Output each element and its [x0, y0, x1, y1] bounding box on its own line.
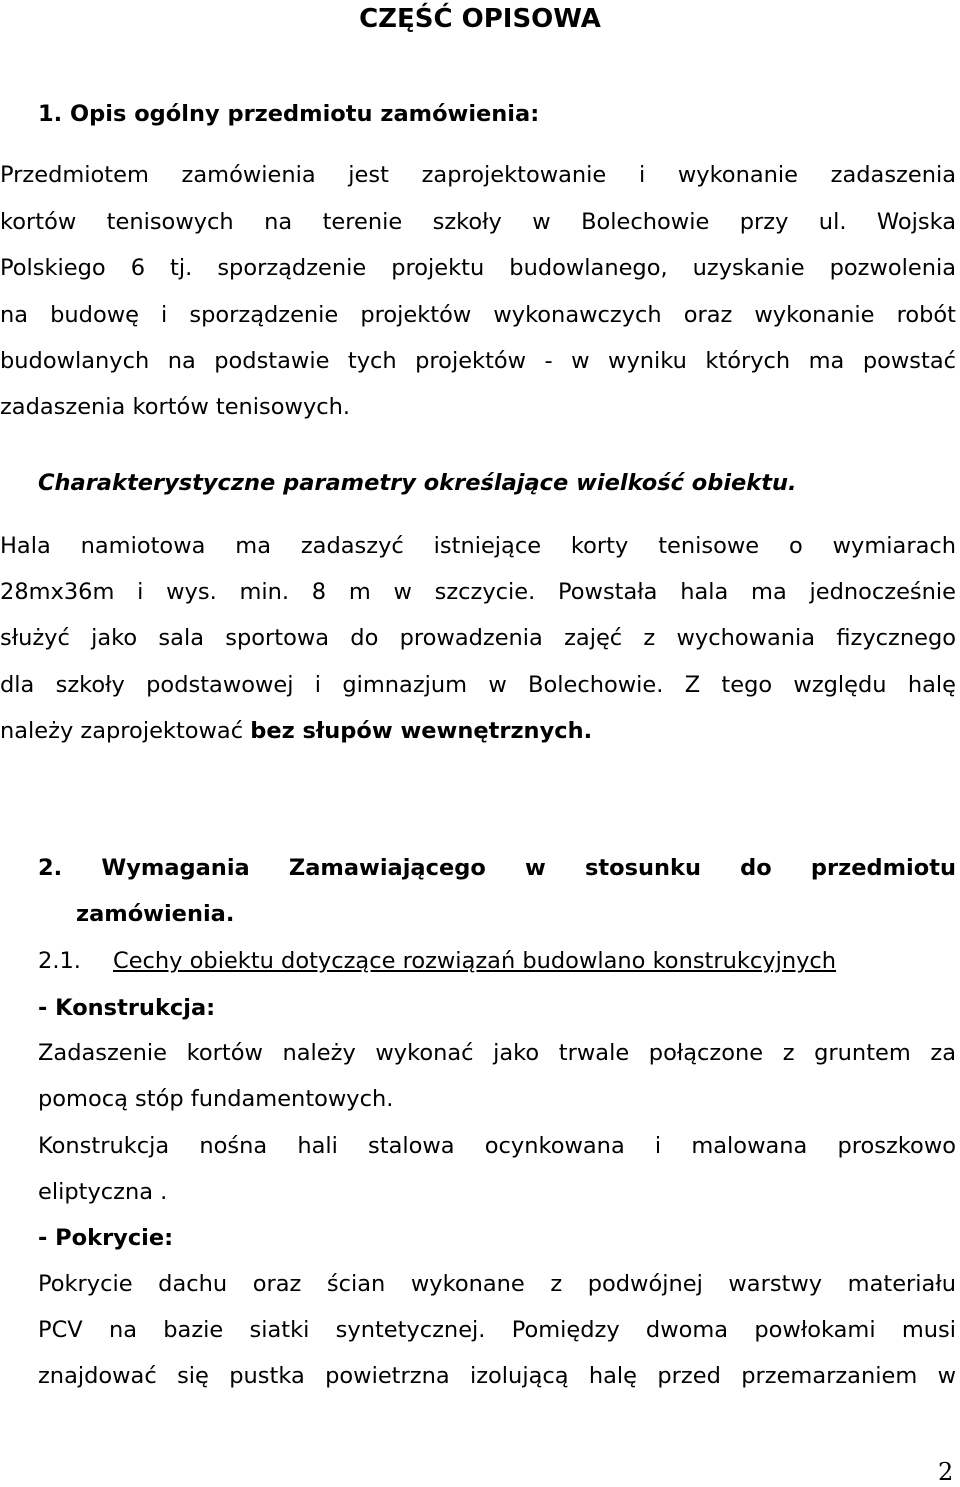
page-number: 2	[938, 1458, 954, 1486]
paragraph-line: Pokrycie dachu oraz ścian wykonane z podwójnej warstwy materiału	[38, 1271, 956, 1297]
paragraph-line: PCV na bazie siatki syntetycznej. Pomiędzy dwoma powłokami musi	[38, 1317, 956, 1343]
section-1-heading: 1. Opis ogólny przedmiotu zamówienia:	[38, 101, 540, 127]
paragraph-line: Zadaszenie kortów należy wykonać jako trwale połączone z gruntem za	[38, 1040, 956, 1066]
paragraph-line: Przedmiotem zamówienia jest zaprojektowanie i wykonanie zadaszenia	[0, 162, 956, 188]
subsection-number: 2.1.	[38, 948, 81, 974]
paragraph-text: należy zaprojektować	[0, 718, 251, 744]
paragraph-line: kortów tenisowych na terenie szkoły w Bolechowie przy ul. Wojska	[0, 209, 956, 235]
konstrukcja-label: - Konstrukcja:	[38, 995, 216, 1021]
paragraph-line: Hala namiotowa ma zadaszyć istniejące korty tenisowe o wymiarach	[0, 533, 956, 559]
document-title: CZĘŚĆ OPISOWA	[359, 4, 601, 34]
paragraph-line: na budowę i sporządzenie projektów wykonawczych oraz wykonanie robót	[0, 302, 956, 328]
paragraph-line: Konstrukcja nośna hali stalowa ocynkowana i malowana proszkowo	[38, 1133, 956, 1159]
paragraph-line: pomocą stóp fundamentowych.	[38, 1086, 394, 1112]
paragraph-line: znajdować się pustka powietrzna izolującą halę przed przemarzaniem w	[38, 1363, 956, 1389]
section-2-heading-cont: zamówienia.	[76, 901, 235, 927]
pokrycie-label: - Pokrycie:	[38, 1225, 174, 1251]
paragraph-line: Polskiego 6 tj. sporządzenie projektu budowlanego, uzyskanie pozwolenia	[0, 255, 956, 281]
paragraph-line: budowlanych na podstawie tych projektów - w wyniku których ma powstać	[0, 348, 956, 374]
subsection-title: Cechy obiektu dotyczące rozwiązań budowlano konstrukcyjnych	[113, 948, 837, 974]
paragraph-line: 28mx36m i wys. min. 8 m w szczycie. Powstała hala ma jednocześnie	[0, 579, 956, 605]
emphasis-text: bez słupów wewnętrznych.	[250, 718, 593, 744]
paragraph-line: zadaszenia kortów tenisowych.	[0, 394, 351, 420]
paragraph-line: służyć jako sala sportowa do prowadzenia zajęć z wychowania fizycznego	[0, 625, 956, 651]
paragraph-line	[0, 720, 592, 743]
paragraph-line: eliptyczna .	[38, 1179, 168, 1205]
section-2-heading: 2. Wymagania Zamawiającego w stosunku do przedmiotu	[38, 855, 956, 881]
parameters-subheading: Charakterystyczne parametry określające wielkość obiektu.	[38, 470, 797, 496]
paragraph-line: dla szkoły podstawowej i gimnazjum w Bolechowie. Z tego względu halę	[0, 672, 956, 698]
